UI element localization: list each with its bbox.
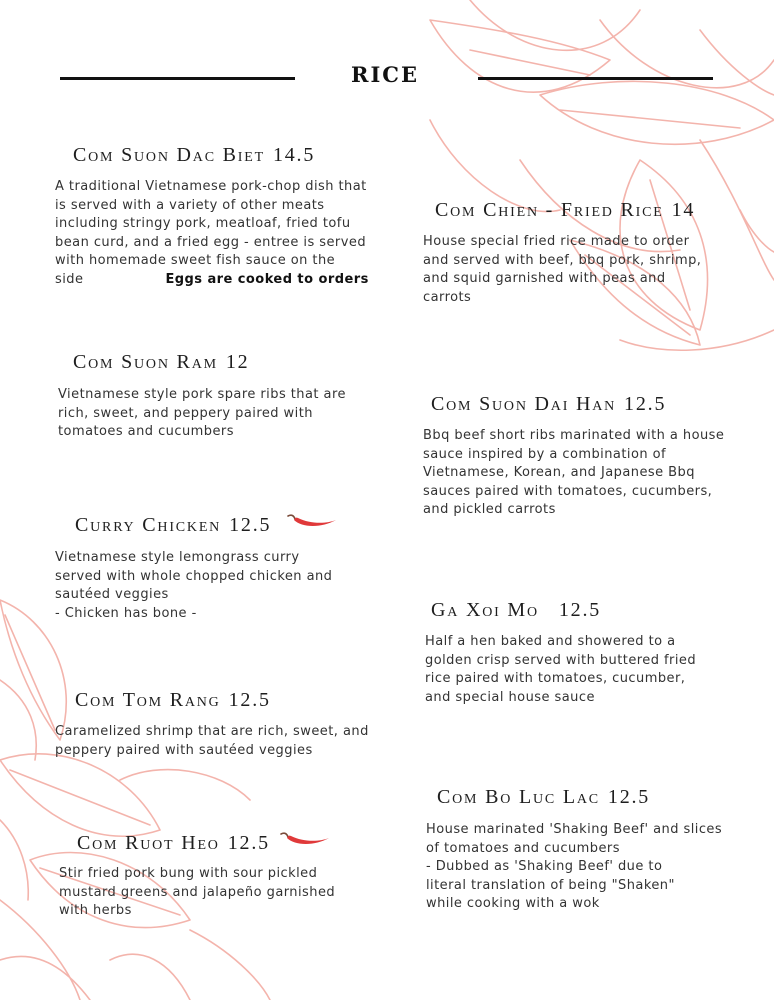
menu-item-price: 12.5	[227, 832, 270, 854]
menu-item-name: Com Suon Dac Biet	[73, 144, 265, 166]
menu-item	[423, 199, 753, 307]
title-rule-right	[478, 77, 713, 80]
menu-item-name: Ga Xoi Mo	[431, 599, 539, 621]
section-title: RICE	[351, 62, 419, 87]
chili-pepper-icon	[282, 512, 338, 532]
menu-item-description: Vietnamese style pork spare ribs that are rich, sweet, and peppery paired with tomatoes and cucumbers	[58, 387, 346, 439]
menu-item-name: Curry Chicken	[75, 514, 222, 536]
menu-item-description: House special fried rice made to order and served with beef, bbq pork, shrimp, and squid garnished with peas and carrots	[423, 234, 702, 305]
menu-item-description: House marinated 'Shaking Beef' and slices of tomatoes and cucumbers - Dubbed as 'Shaking Beef' due to literal translation of being "Shaken" while cooking with a wok	[426, 822, 723, 911]
menu-item-description: Caramelized shrimp that are rich, sweet, and peppery paired with sautéed veggies	[55, 724, 369, 758]
menu-item-name-line	[75, 689, 271, 712]
menu-item	[55, 514, 385, 623]
menu-item-description: Stir fried pork bung with sour pickled mustard greens and jalapeño garnished with herbs	[59, 866, 336, 918]
menu-item	[55, 144, 385, 289]
menu-item-price: 12.5	[228, 689, 271, 711]
menu-item-name-line	[431, 599, 601, 622]
menu-item-name: Com Bo Luc Lac	[437, 786, 600, 808]
menu-item-name: Com Chien - Fried Rice	[435, 199, 664, 221]
menu-item-name-line	[73, 144, 315, 167]
title-rule-left	[60, 77, 295, 80]
menu-item-description: Vietnamese style lemongrass curry served with whole chopped chicken and sautéed veggies - Chicken has bone -	[55, 550, 333, 621]
menu-item-name: Com Tom Rang	[75, 689, 221, 711]
menu-item-price: 12.5	[558, 599, 602, 621]
menu-item-name-line	[431, 393, 666, 416]
menu-item	[59, 832, 389, 921]
menu-item-note: Eggs are cooked to orders	[165, 271, 369, 287]
menu-item-description-text: A traditional Vietnamese pork-chop dish that is served with a variety of other meats including stringy pork, meatloaf, fried tofu bean curd, and a fried egg - entree is served with homemade sweet fish sauce on the side	[55, 179, 367, 287]
menu-item-name: Com Ruot Heo	[77, 832, 220, 854]
menu-item-description: Bbq beef short ribs marinated with a house sauce inspired by a combination of Vietnamese, Korean, and Japanese Bbq sauces paired with tomatoes, cucumbers, and pickled carrots	[423, 428, 725, 517]
menu-item-price: 12.5	[607, 786, 651, 808]
menu-item	[426, 786, 756, 914]
menu-item-name-line	[73, 351, 249, 374]
menu-item-name: Com Suon Dai Han	[431, 393, 617, 415]
menu-item-name-line	[75, 514, 271, 537]
menu-item-price: 12.5	[624, 393, 667, 415]
menu-item-description: Half a hen baked and showered to a golden crisp served with buttered fried rice paired with tomatoes, cucumber, and special house sauce	[425, 634, 697, 705]
menu-item-price: 14.5	[272, 144, 316, 166]
menu-item	[58, 351, 388, 442]
menu-item	[425, 599, 755, 707]
menu-item	[55, 689, 385, 760]
menu-item-name: Com Suon Ram	[73, 351, 218, 373]
menu-item-description	[55, 178, 385, 289]
menu-item-name-line	[435, 199, 695, 222]
menu-item-name-line	[437, 786, 650, 809]
menu-item-price: 12.5	[229, 514, 272, 536]
menu-item-price: 14	[671, 199, 696, 221]
chili-pepper-icon	[275, 830, 331, 850]
menu-item-price: 12	[225, 351, 250, 373]
menu-item-name-line	[77, 832, 270, 855]
menu-item	[423, 393, 753, 520]
